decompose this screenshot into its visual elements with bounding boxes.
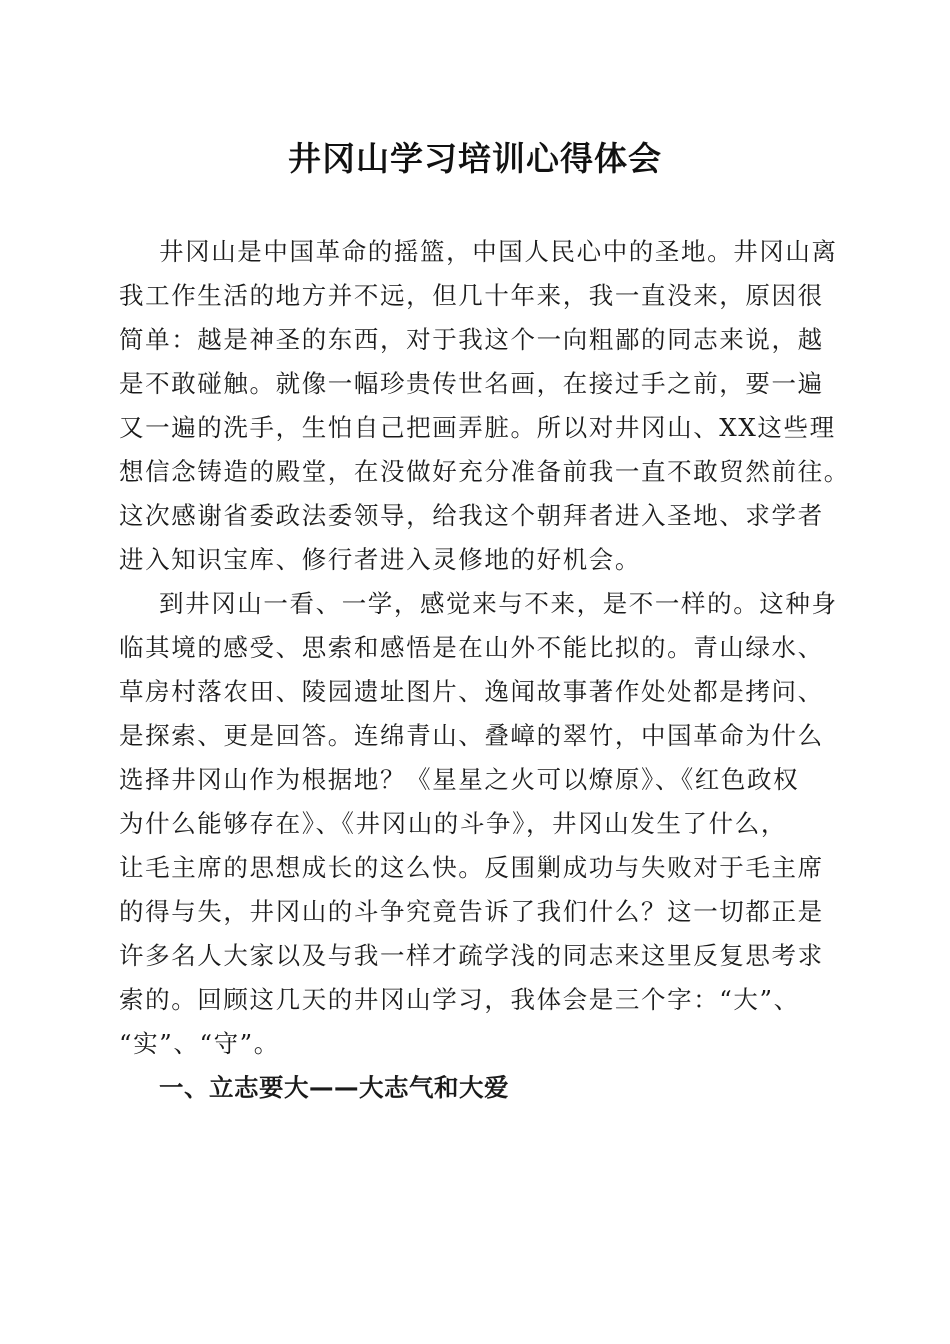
text-line: 进入知识宝库、修行者进入灵修地的好机会。 [119, 545, 641, 574]
text-line: 又一遍的洗手，生怕自己把画弄脏。所以对井冈山、XX这些理 [119, 413, 836, 442]
text-line: 这次感谢省委政法委领导，给我这个朝拜者进入圣地、求学者 [119, 501, 824, 530]
text-line: 让毛主席的思想成长的这么快。反围剿成功与失败对于毛主席 [119, 853, 824, 882]
text-line: 索的。回顾这几天的井冈山学习，我体会是三个字：“大”、 [119, 985, 800, 1014]
text-line: 想信念铸造的殿堂，在没做好充分准备前我一直不敢贸然前往。 [119, 457, 850, 486]
document-title: 井冈山学习培训心得体会 [288, 139, 662, 178]
paragraph-1 [119, 230, 850, 582]
paragraph-2 [119, 582, 838, 1066]
text-line: 是不敢碰触。就像一幅珍贵传世名画，在接过手之前，要一遍 [119, 369, 824, 398]
text-line: 的得与失，井冈山的斗争究竟告诉了我们什么？这一切都正是 [119, 897, 824, 926]
text-line: 到井冈山一看、一学，感觉来与不来，是不一样的。这种身 [159, 589, 838, 618]
text-line: 许多名人大家以及与我一样才疏学浅的同志来这里反复思考求 [119, 941, 824, 970]
text-line: 为什么能够存在》、《井冈山的斗争》，井冈山发生了什么， [119, 809, 787, 838]
text-line: 井冈山是中国革命的摇篮，中国人民心中的圣地。井冈山离 [159, 237, 838, 266]
text-line: 临其境的感受、思索和感悟是在山外不能比拟的。青山绿水、 [119, 633, 824, 662]
text-line: 我工作生活的地方并不远，但几十年来，我一直没来，原因很 [119, 281, 824, 310]
text-line: 选择井冈山作为根据地？《星星之火可以燎原》、《红色政权 [119, 765, 800, 794]
text-line: 草房村落农田、陵园遗址图片、逸闻故事著作处处都是拷问、 [119, 677, 824, 706]
text-line: 是探索、更是回答。连绵青山、叠嶂的翠竹，中国革命为什么 [119, 721, 824, 750]
document-body [119, 230, 850, 1110]
text-line: “实”、“守”。 [119, 1029, 280, 1058]
section-heading: 一、立志要大——大志气和大爱 [159, 1073, 509, 1102]
text-line: 简单：越是神圣的东西，对于我这个一向粗鄙的同志来说，越 [119, 325, 824, 354]
